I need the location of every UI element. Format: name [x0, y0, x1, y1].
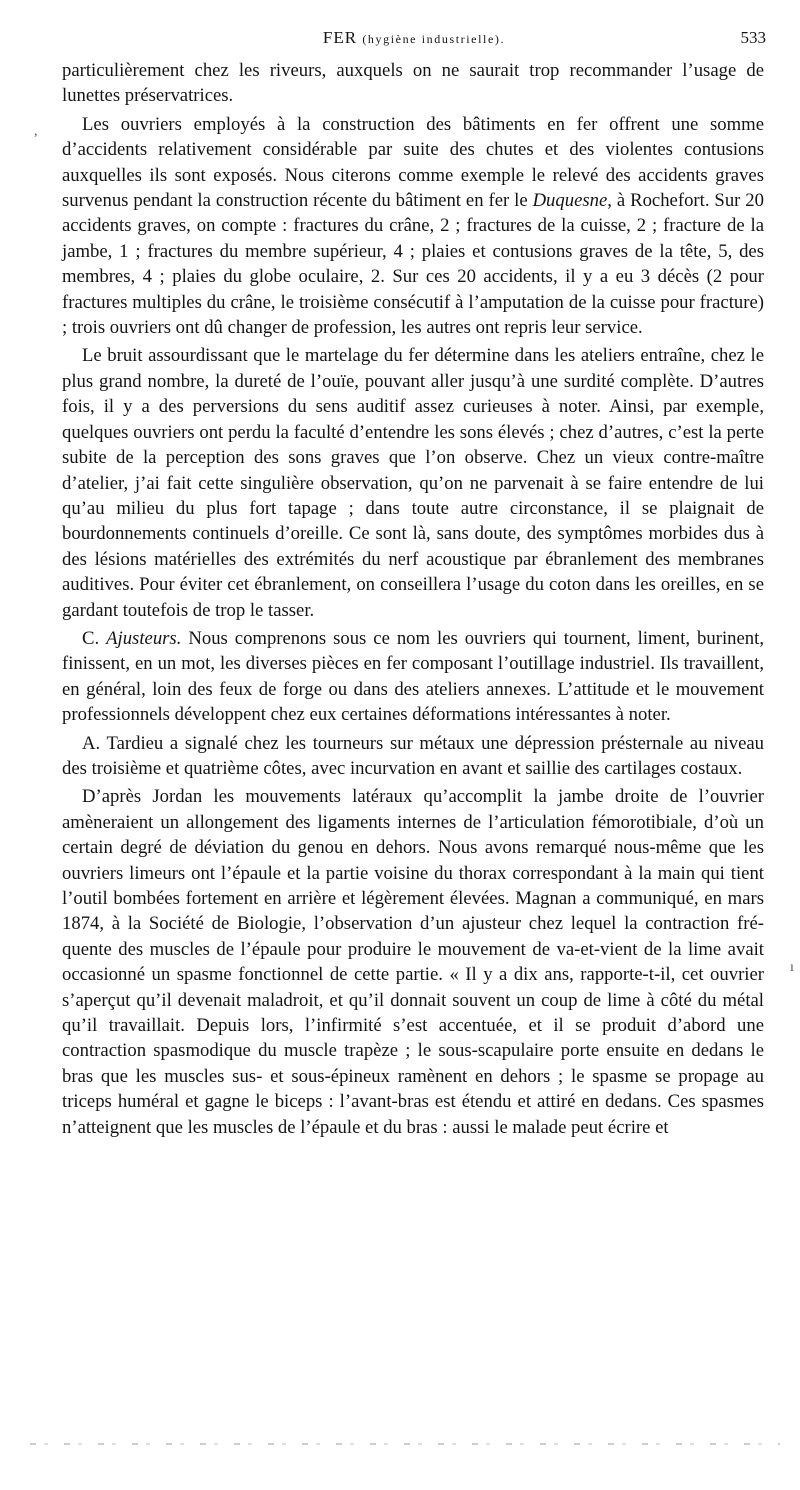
paragraph-text: Nous comprenons sous ce nom les ouvriers qui tournent, liment, burinent, finissent, en un mot, les diverses pièces en fer composant l’outillage industriel. Ils travaillent, en général, loin des feux de forge ou dans des ateliers annexes. L’attitude et le mouvement professionnels développent chez eux certaines déformations intéressantes à noter.: [62, 627, 765, 726]
ship-name: Duquesne: [532, 190, 608, 212]
paragraph-building-accidents: [62, 112, 764, 341]
scan-noise-line: [30, 1443, 780, 1445]
margin-mark-left: ,: [34, 124, 38, 139]
paragraph-text: Les ouvriers employés à la construction des bâtiments en fer offrent une somme d’accidents relativement considérable par suite des chutes et des violentes contusions auxquelles ils sont exposés. Nous citerons comme exemple le relevé des accidents graves survenus pendant la construction récente du bâtiment en fer le: [62, 113, 764, 212]
page-number: 533: [740, 28, 766, 47]
paragraph-hammering-noise: Le bruit assourdissant que le martelage du fer détermine dans les ateliers entraîne, chez le plus grand nombre, la dureté de l’ouïe, pouvant aller jusqu’à une surdité complète. D’autres fois, il y a des perversions du sens auditif assez curieuses à noter. Ainsi, par exemple, quelques ouvriers ont perdu la faculté d’entendre les sons élevés ; chez d’autres, c’est la perte subite de la perception des sons graves que l’on observe. Chez un vieux contre-maître d’atelier, j’ai fait cette singulière observation, qu’on ne parvenait à se faire entendre de lui qu’au milieu du plus fort tapage ; dans toute autre circonstance, il se plaignait de bourdonnements continuels d’oreille. Ce sont là, sans doute, des symptômes morbides dus à des lésions matérielles des extrémités du nerf acoustique par ébranlement des membranes auditives. Pour éviter cet ébranlement, on conseillera l’usage du coton dans les oreilles, en se gardant toutefois de trop le tasser.: [62, 345, 764, 621]
paragraph-text-tail: , à Rochefort. Sur 20 accidents graves, on compte : fractures du crâne, 2 ; fractures de la cuisse, 2 ; fracture de la jambe, 1 ; fractures du membre supérieur, 4 ; plaies et contusions graves de la tête, 5, des membres, 4 ; plaies du globe oculaire, 2. Sur ces 20 accidents, il y a eu 3 décès (2 pour fractures multiples du crâne, le troisième consécutif à l’amputation de la cuisse pour fracture) ; trois ouvriers ont dû changer de profession, les autres ont repris leur service.: [62, 190, 764, 339]
running-title-sub: (hygiène industrielle).: [362, 32, 506, 46]
running-title-main: FER: [322, 28, 358, 47]
paragraph-continuation: particulièrement chez les riveurs, auxquels on ne saurait trop recommander l’usage de lunettes préservatrices.: [62, 60, 764, 107]
section-heading: Ajusteurs.: [106, 627, 182, 649]
running-title: [62, 28, 766, 48]
page-header: [62, 28, 766, 52]
paragraph-tardieu: A. Tardieu a signalé chez les tourneurs sur métaux une dépression présternale au niveau des troisième et quatrième côtes, avec incurvation en avant et saillie des cartilages costaux.: [62, 732, 764, 779]
paragraph-ajusteurs: [62, 626, 764, 728]
margin-mark-right: ı: [790, 960, 794, 975]
page-body: [62, 58, 764, 1143]
section-label: C.: [82, 627, 100, 649]
paragraph-jordan: D’après Jordan les mouvements latéraux qu’accomplit la jambe droite de l’ouvrier amèneraient un allongement des ligaments internes de l’articulation fémorotibiale, d’où un certain degré de déviation du genou en dehors. Nous avons remarqué nous-même que les ouvriers limeurs ont l’épaule et la partie voisine du thorax correspondant à la main qui tient l’outil bombées fortement en arrière et légèrement élevées. Magnan a communiqué, en mars 1874, à la Société de Biologie, l’observation d’un ajusteur chez lequel la contraction fréquente des muscles de l’épaule pour produire le mouvement de va-et-vient de la lime avait occasionné un spasme fonctionnel de cette partie. « Il y a dix ans, rapporte-t-il, cet ouvrier s’aperçut qu’il devenait maladroit, et qu’il donnait souvent un coup de lime à côté du métal qu’il travaillait. Depuis lors, l’infirmité s’est accentuée, et il se produit d’abord une contraction spasmodique du muscle trapèze ; le sous-scapulaire porte ensuite en dedans le bras que les muscles sus- et sous-épineux ramènent en dehors ; le spasme se propage au triceps huméral et gagne le biceps : l’avant-bras est étendu et attiré en dedans. Ces spasmes n’atteignent que les muscles de l’épaule et du bras : aussi le malade peut écrire et: [62, 786, 764, 1138]
